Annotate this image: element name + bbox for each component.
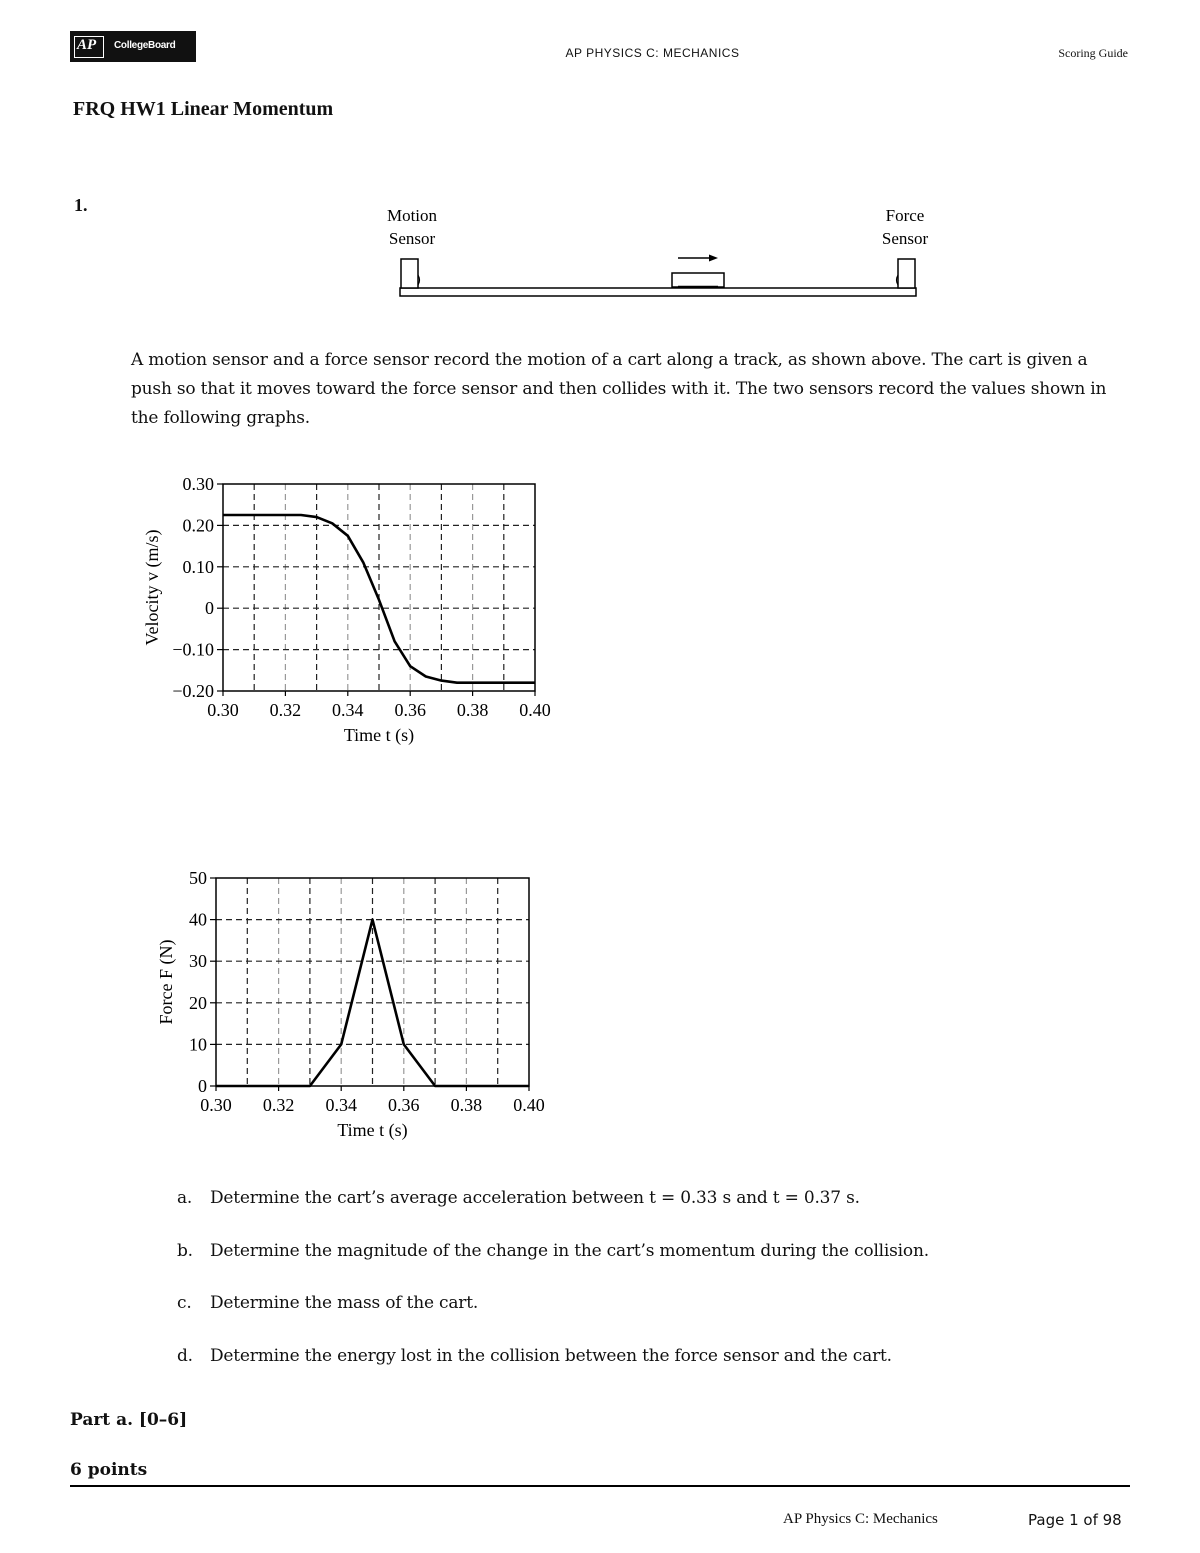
y-tick-label: 0.20 — [182, 515, 214, 536]
logo-collegeboard-text: CollegeBoard — [114, 40, 176, 51]
header-scoring-guide: Scoring Guide — [1058, 46, 1128, 60]
question-b-text: Determine the magnitude of the change in the cart’s momentum during the collision. — [210, 1240, 929, 1261]
x-axis-label: Time t (s) — [343, 725, 415, 745]
logo-ap-text: AP — [77, 37, 97, 53]
y-tick-label: 40 — [189, 909, 207, 930]
x-tick-label: 0.40 — [513, 1095, 545, 1115]
question-stem: A motion sensor and a force sensor record the motion of a cart along a track, as shown above. The cart is given a push so that it moves toward the force sensor and then collides with it. The two sensors record the values shown in the following graphs. — [131, 350, 1107, 428]
motion-sensor-label-2: Sensor — [388, 229, 436, 248]
y-tick-label: 20 — [189, 992, 207, 1013]
question-d-text: Determine the energy lost in the collision between the force sensor and the cart. — [210, 1345, 892, 1366]
x-tick-label: 0.36 — [394, 700, 426, 720]
question-c-letter: c. — [177, 1293, 192, 1313]
question-a-letter: a. — [177, 1188, 193, 1208]
force-sensor — [897, 259, 916, 288]
y-tick-label: 0 — [198, 1076, 207, 1096]
cart-direction-arrow — [678, 255, 718, 262]
x-tick-label: 0.32 — [269, 700, 302, 720]
force-time-graph — [150, 865, 570, 1145]
question-b-letter: b. — [177, 1240, 193, 1261]
y-axis-label: Velocity v (m/s) — [142, 529, 162, 646]
y-tick-label: 10 — [189, 1034, 207, 1055]
motion-sensor — [401, 259, 420, 288]
y-tick-label: 50 — [189, 868, 207, 888]
x-tick-label: 0.30 — [200, 1095, 232, 1115]
cart — [672, 273, 724, 287]
force-sensor-label-2: Sensor — [881, 229, 929, 248]
footer-page-number: Page 1 of 98 — [1028, 1511, 1122, 1529]
x-tick-label: 0.38 — [450, 1095, 483, 1115]
track — [400, 288, 916, 296]
x-tick-label: 0.36 — [388, 1095, 420, 1115]
page-title: FRQ HW1 Linear Momentum — [73, 98, 334, 120]
force-sensor-label-1: Force — [885, 206, 925, 225]
footer-course: AP Physics C: Mechanics — [783, 1511, 938, 1527]
y-tick-label: 0.30 — [182, 474, 214, 494]
x-tick-label: 0.34 — [325, 1095, 357, 1115]
x-tick-label: 0.32 — [262, 1095, 295, 1115]
x-tick-label: 0.34 — [332, 700, 364, 720]
question-a-text: Determine the cart’s average acceleration between t = 0.33 s and t = 0.37 s. — [210, 1188, 860, 1208]
setup-diagram — [360, 195, 960, 305]
y-tick-label: 0.10 — [182, 556, 214, 577]
question-d-letter: d. — [177, 1345, 193, 1366]
y-tick-label: 0 — [205, 598, 214, 619]
question-number: 1. — [74, 195, 88, 215]
part-a-heading: Part a. [0–6] — [70, 1410, 188, 1430]
y-axis-label: Force F (N) — [156, 939, 176, 1025]
x-tick-label: 0.40 — [519, 700, 551, 720]
y-tick-label: −0.10 — [172, 639, 214, 660]
motion-sensor-label-1: Motion — [386, 206, 438, 225]
y-tick-label: 30 — [189, 951, 207, 972]
x-tick-label: 0.38 — [456, 700, 489, 720]
x-tick-label: 0.30 — [207, 700, 239, 720]
question-c-text: Determine the mass of the cart. — [210, 1293, 479, 1313]
points-label: 6 points — [70, 1460, 148, 1480]
footer-divider — [70, 1485, 1130, 1487]
y-tick-label: −0.20 — [172, 681, 214, 701]
velocity-time-graph — [130, 470, 570, 750]
x-axis-label: Time t (s) — [337, 1120, 408, 1140]
header-course: AP PHYSICS C: MECHANICS — [565, 46, 740, 60]
